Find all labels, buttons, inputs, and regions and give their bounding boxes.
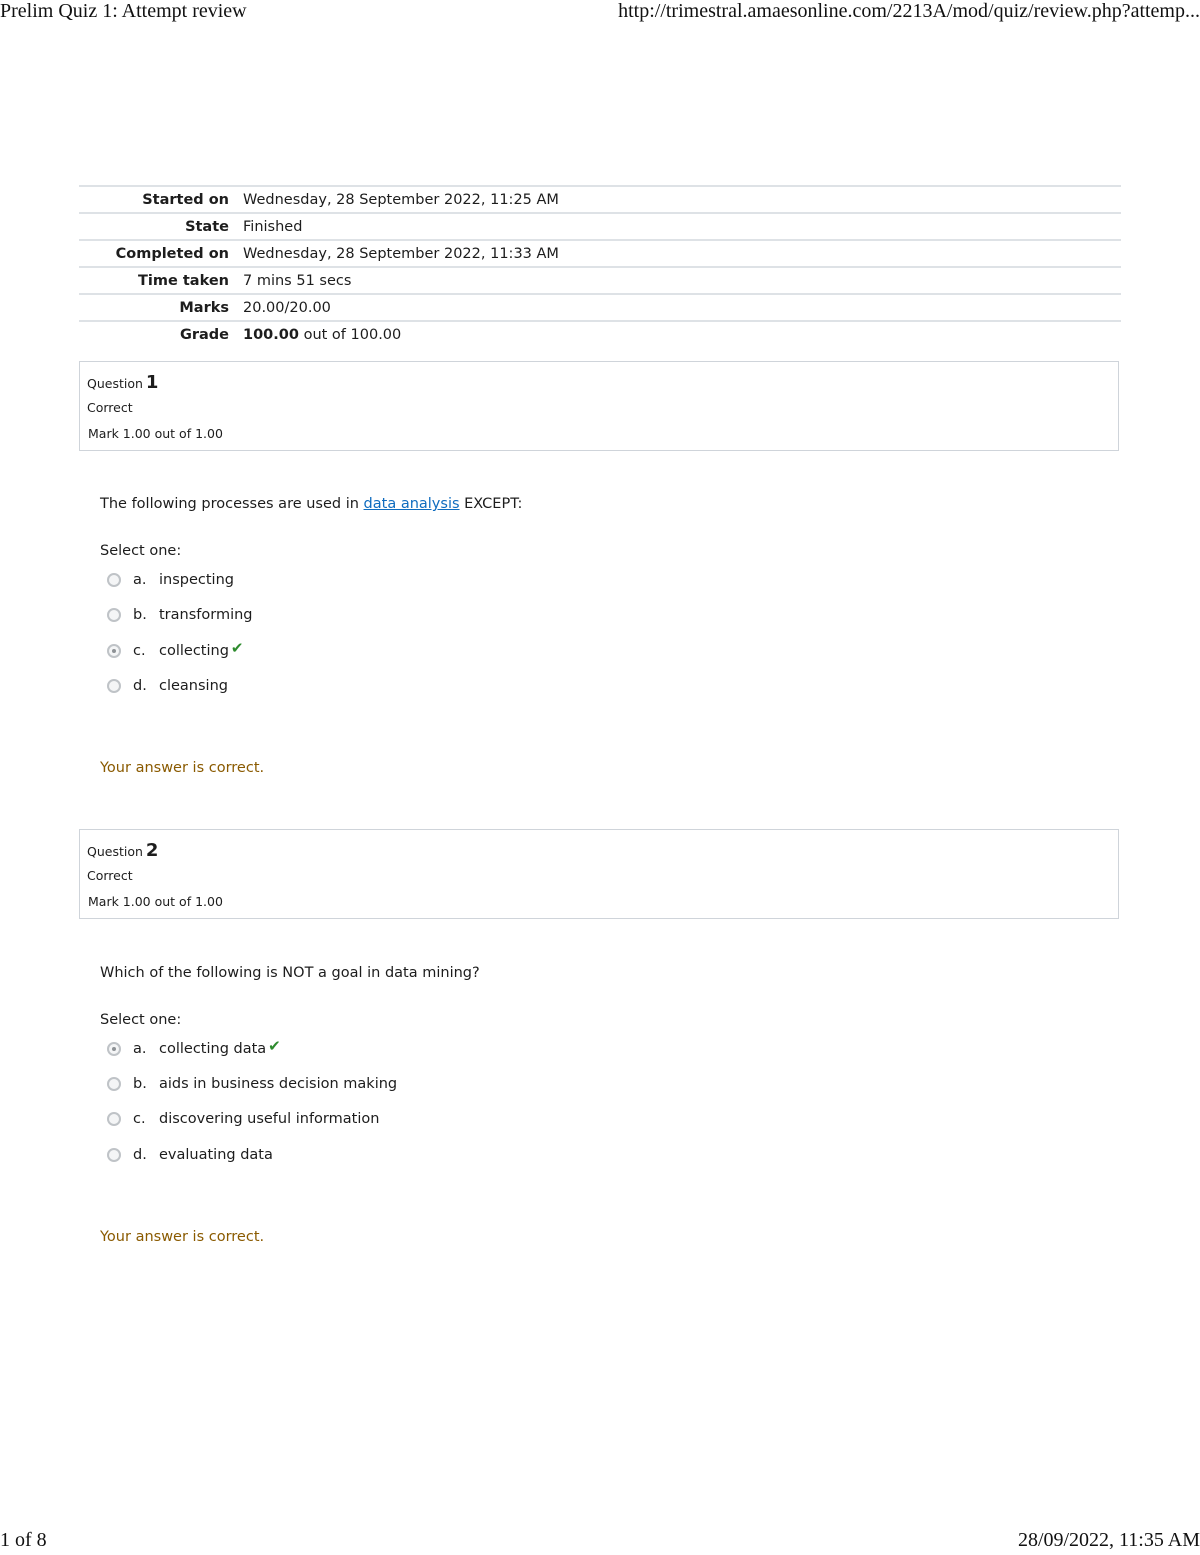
radio-button[interactable] xyxy=(107,1148,121,1162)
glossary-link[interactable]: data analysis xyxy=(363,496,460,512)
summary-row-time-taken xyxy=(79,268,1121,295)
option-letter: a. xyxy=(133,572,147,588)
radio-button-selected[interactable] xyxy=(107,1042,121,1056)
summary-row-marks xyxy=(79,295,1121,322)
radio-button[interactable] xyxy=(107,608,121,622)
question-number: Question 2 xyxy=(87,840,159,861)
question-text: Which of the following is NOT a goal in data mining? xyxy=(100,965,480,981)
answer-option-b[interactable] xyxy=(107,1073,397,1095)
select-one-prompt: Select one: xyxy=(100,1012,182,1028)
summary-value xyxy=(243,327,401,343)
print-datetime: 28/09/2022, 11:35 AM xyxy=(1017,1529,1200,1551)
answer-option-a[interactable] xyxy=(107,1038,281,1060)
answer-option-b[interactable] xyxy=(107,604,253,626)
summary-value: Finished xyxy=(243,218,303,235)
option-letter: a. xyxy=(133,1041,147,1057)
summary-label: Grade xyxy=(179,326,229,343)
answer-feedback: Your answer is correct. xyxy=(100,760,265,776)
answer-option-d[interactable] xyxy=(107,1144,273,1166)
radio-button[interactable] xyxy=(107,1077,121,1091)
question-info-box xyxy=(79,361,1119,451)
option-letter: d. xyxy=(133,678,147,694)
option-text: aids in business decision making xyxy=(159,1076,398,1092)
radio-button[interactable] xyxy=(107,679,121,693)
question-state: Correct xyxy=(87,868,133,883)
page-counter: 1 of 8 xyxy=(0,1529,47,1551)
print-page-url: http://trimestral.amaesonline.com/2213A/mod/quiz/review.php?attemp... xyxy=(618,0,1200,22)
summary-row-completed xyxy=(79,241,1121,268)
question-number: Question 1 xyxy=(87,372,159,393)
radio-button-selected[interactable] xyxy=(107,644,121,658)
answer-option-c[interactable] xyxy=(107,1108,379,1130)
option-text: collecting data xyxy=(159,1041,267,1057)
attempt-summary-table xyxy=(79,185,1121,347)
answer-option-d[interactable] xyxy=(107,675,228,697)
answer-option-a[interactable] xyxy=(107,569,234,591)
radio-button[interactable] xyxy=(107,1112,121,1126)
summary-label: State xyxy=(185,218,229,235)
question-state: Correct xyxy=(87,400,133,415)
summary-label: Started on xyxy=(142,191,229,208)
question-grade: Mark 1.00 out of 1.00 xyxy=(88,894,223,909)
radio-button[interactable] xyxy=(107,573,121,587)
answer-option-c[interactable] xyxy=(107,640,243,662)
summary-row-grade xyxy=(79,322,1121,347)
summary-label: Marks xyxy=(179,299,229,316)
question-info-box xyxy=(79,829,1119,919)
grade-score: 100.00 xyxy=(243,326,299,343)
summary-row-started xyxy=(79,187,1121,214)
option-letter: b. xyxy=(133,1076,147,1092)
option-letter: c. xyxy=(133,1111,146,1127)
option-text: inspecting xyxy=(159,572,234,588)
summary-value: Wednesday, 28 September 2022, 11:25 AM xyxy=(243,191,559,208)
summary-label: Completed on xyxy=(115,245,229,262)
option-text: evaluating data xyxy=(159,1147,273,1163)
option-text: discovering useful information xyxy=(159,1111,380,1127)
select-one-prompt: Select one: xyxy=(100,543,182,559)
question-grade: Mark 1.00 out of 1.00 xyxy=(88,426,223,441)
correct-check-icon: ✔ xyxy=(230,639,244,657)
option-letter: b. xyxy=(133,607,147,623)
print-page-title: Prelim Quiz 1: Attempt review xyxy=(0,0,247,22)
summary-value: 7 mins 51 secs xyxy=(243,272,352,289)
print-footer xyxy=(0,1529,1200,1555)
answer-feedback: Your answer is correct. xyxy=(100,1229,265,1245)
print-header xyxy=(0,0,1200,26)
correct-check-icon: ✔ xyxy=(268,1037,281,1055)
option-letter: c. xyxy=(133,643,146,659)
option-letter: d. xyxy=(133,1147,147,1163)
summary-label: Time taken xyxy=(138,272,229,289)
summary-value: Wednesday, 28 September 2022, 11:33 AM xyxy=(243,245,559,262)
option-text: collecting xyxy=(159,643,229,659)
question-text: The following processes are used in data analysis EXCEPT: xyxy=(100,496,523,512)
option-text: transforming xyxy=(159,607,253,623)
summary-row-state xyxy=(79,214,1121,241)
grade-out-of: out of 100.00 xyxy=(298,326,402,343)
summary-value: 20.00/20.00 xyxy=(243,299,331,316)
option-text: cleansing xyxy=(159,678,228,694)
